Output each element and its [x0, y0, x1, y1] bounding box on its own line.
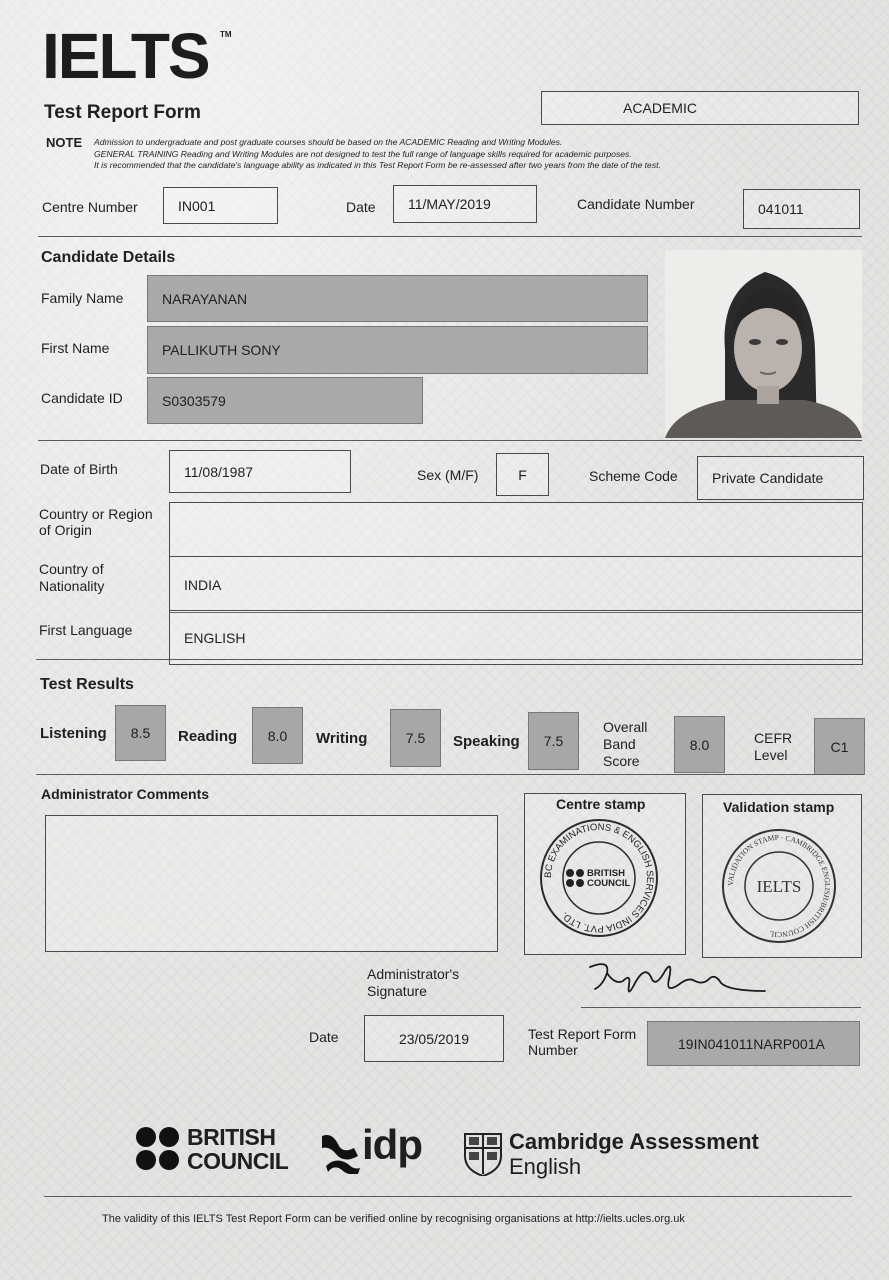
test-results-heading: Test Results [40, 676, 134, 693]
idp-swirl-icon [318, 1130, 362, 1174]
svg-text:IELTS: IELTS [756, 877, 802, 896]
validation-stamp-seal [720, 827, 838, 945]
candidate-id-label: Candidate ID [41, 390, 123, 406]
note-line-1: Admission to undergraduate and post graduate courses should be based on the ACADEMIC Reading and Writing Modules. [94, 137, 563, 147]
speaking-score: 7.5 [528, 712, 579, 770]
divider-3 [36, 659, 862, 660]
divider-4 [36, 774, 864, 775]
candidate-number-value: 041011 [743, 189, 860, 229]
module-box: ACADEMIC [541, 91, 859, 125]
note-label: NOTE [46, 135, 83, 150]
overall-band-score: 8.0 [674, 716, 725, 773]
admin-signature-label-2: Signature [367, 983, 427, 999]
note-line-2: GENERAL TRAINING Reading and Writing Modules are not designed to test the full range of language skills required for academic purposes. [94, 149, 632, 159]
reading-score: 8.0 [252, 707, 303, 764]
trademark-mark: TM [220, 30, 232, 39]
trf-number-label-2: Number [528, 1042, 578, 1058]
centre-stamp-label: Centre stamp [556, 796, 646, 812]
centre-number-value: IN001 [163, 187, 278, 224]
candidate-id-value: S0303579 [147, 377, 423, 424]
cambridge-crest-icon [463, 1132, 503, 1176]
ielts-logo: IELTS [42, 20, 209, 92]
svg-text:VALIDATION STAMP · CAMBRIDGE E: VALIDATION STAMP · CAMBRIDGE ENGLISH/BRITISH COUNCIL [725, 832, 833, 940]
validation-stamp-label: Validation stamp [723, 799, 835, 815]
note-line-3: It is recommended that the candidate's language ability as indicated in this Test Report Form be re-assessed after two years from the date of the test. [94, 160, 661, 170]
centre-number-label: Centre Number [42, 199, 138, 215]
test-date-value: 11/MAY/2019 [393, 185, 537, 223]
first-language-label: First Language [39, 622, 133, 638]
origin-label-line-1: Country or Region [39, 506, 153, 522]
admin-comments-label: Administrator Comments [41, 786, 210, 802]
svg-text:BC EXAMINATIONS & ENGLISH SERV: BC EXAMINATIONS & ENGLISH SERVICES INDIA PVT. LTD. [542, 821, 656, 935]
cambridge-logo-line-1: Cambridge Assessment [509, 1129, 759, 1154]
first-name-label: First Name [41, 340, 110, 356]
first-name-value: PALLIKUTH SONY [147, 326, 648, 374]
listening-score: 8.5 [115, 705, 166, 761]
origin-label-line-2: of Origin [39, 522, 92, 538]
speaking-label: Speaking [453, 733, 520, 750]
idp-logo: idp [362, 1121, 422, 1168]
issue-date-label: Date [309, 1029, 339, 1045]
cefr-level: C1 [814, 718, 865, 775]
trf-number-value: 19IN041011NARP001A [647, 1021, 860, 1066]
nationality-label-line-2: Nationality [39, 578, 105, 594]
svg-text:BRITISH: BRITISH [587, 868, 625, 879]
writing-label: Writing [316, 730, 368, 747]
overall-label-1: Overall [603, 719, 648, 735]
first-language-value: ENGLISH [169, 610, 863, 665]
admin-comments-box [45, 815, 498, 952]
centre-stamp-seal [537, 816, 661, 940]
british-council-dots-icon [134, 1126, 182, 1172]
family-name-value: NARAYANAN [147, 275, 648, 322]
divider-2 [38, 440, 862, 441]
writing-score: 7.5 [390, 709, 441, 767]
form-title: Test Report Form [44, 102, 201, 123]
dob-value: 11/08/1987 [169, 450, 351, 493]
overall-label-2: Band [603, 736, 636, 752]
cambridge-logo-line-2: English [509, 1154, 582, 1179]
overall-label-3: Score [603, 753, 640, 769]
cefr-label-2: Level [754, 747, 788, 763]
nationality-value: INDIA [169, 556, 863, 613]
reading-label: Reading [178, 728, 238, 745]
candidate-number-label: Candidate Number [577, 196, 695, 212]
listening-label: Listening [40, 725, 107, 742]
sex-value: F [496, 453, 549, 496]
british-council-logo-line-1: BRITISH [187, 1124, 276, 1150]
svg-text:COUNCIL: COUNCIL [587, 878, 631, 889]
test-date-label: Date [346, 199, 376, 215]
family-name-label: Family Name [41, 290, 124, 306]
validity-statement: The validity of this IELTS Test Report Form can be verified online by recognising organisations at http://ielts.ucles.org.uk [102, 1213, 685, 1225]
trf-number-label-1: Test Report Form [528, 1026, 637, 1042]
footer-rule [44, 1196, 852, 1197]
admin-signature-label-1: Administrator's [367, 966, 460, 982]
dob-label: Date of Birth [40, 461, 118, 477]
admin-signature [585, 955, 775, 1005]
scheme-code-label: Scheme Code [589, 468, 678, 484]
divider-1 [38, 236, 862, 237]
issue-date-value: 23/05/2019 [364, 1015, 504, 1062]
signature-line [581, 1007, 861, 1008]
nationality-label-line-1: Country of [39, 561, 104, 577]
cefr-label-1: CEFR [754, 730, 793, 746]
candidate-details-heading: Candidate Details [41, 249, 176, 266]
origin-value [169, 502, 863, 557]
scheme-code-value: Private Candidate [697, 456, 864, 500]
candidate-photo [665, 250, 862, 438]
british-council-logo-line-2: COUNCIL [187, 1148, 289, 1174]
sex-label: Sex (M/F) [417, 467, 479, 483]
